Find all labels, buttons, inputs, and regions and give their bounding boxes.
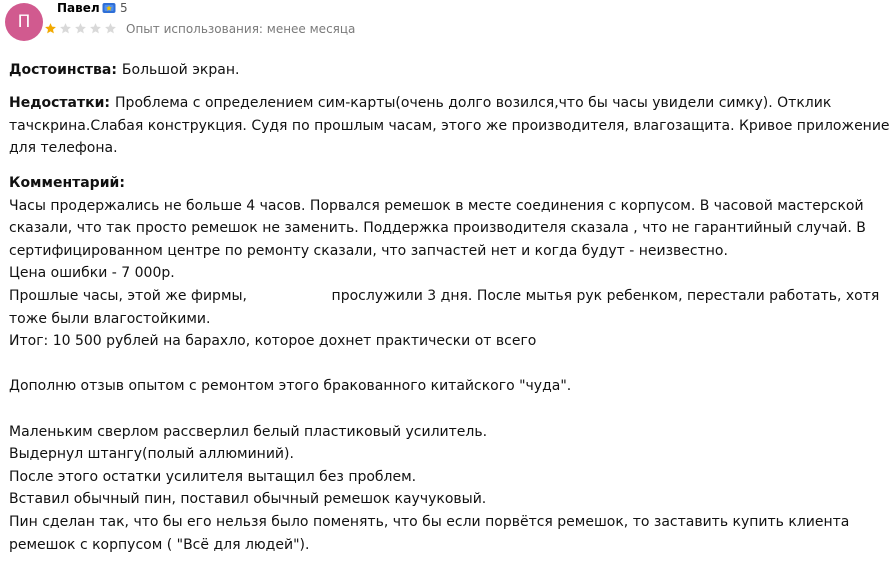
star-empty-icon: [89, 22, 102, 35]
avatar[interactable]: П: [5, 3, 43, 41]
comment-line: Пин сделан так, что бы его нельзя было поменять, что бы если порвётся ремешок, то заставить купить клиента: [9, 513, 850, 530]
comment-line: Дополню отзыв опытом с ремонтом этого бракованного китайского "чуда".: [9, 378, 572, 395]
blank-line: [9, 353, 781, 376]
cons-line: [9, 92, 832, 115]
cons-text: Проблема с определением сим-карты(очень долго возился,что бы часы увидели симку). Отклик: [115, 95, 832, 111]
star-empty-icon: [104, 22, 117, 35]
pros-line: [9, 59, 781, 82]
cons-line: тачскрина.Слабая конструкция. Судя по прошлым часам, этого же производителя, влагозащита. Кривое приложение: [9, 117, 890, 134]
comment-line: Часы продержались не больше 4 часов. Порвался ремешок в месте соединения с корпусом. В часовой мастерской: [9, 197, 864, 214]
comment-line: Прошлые часы, этой же фирмы, прослужили 3 дня. После мытья рук ребенком, перестали работать, хотя: [9, 287, 880, 304]
comment-line: Итог: 10 500 рублей на барахло, которое дохнет практически от всего: [9, 333, 537, 350]
comment-line: Маленьким сверлом рассверлил белый пластиковый усилитель.: [9, 423, 488, 440]
cons-line: для телефона.: [9, 140, 118, 157]
pros-label: Достоинства:: [9, 62, 117, 78]
cons-label: Недостатки:: [9, 95, 111, 111]
comment-line: сертифицированном центре по ремонту сказали, что запчастей нет и когда будут - неизвестно.: [9, 242, 728, 259]
pros-text: Большой экран.: [121, 62, 240, 78]
comment-line: Цена ошибки - 7 000р.: [9, 265, 175, 282]
level-badge-icon: [102, 2, 116, 14]
star-filled-icon: [44, 22, 57, 35]
comment-label: Комментарий:: [9, 175, 125, 191]
blank-line: [9, 398, 781, 421]
author-name[interactable]: Павел: [57, 1, 100, 15]
comment-line: После этого остатки усилителя вытащил без проблем.: [9, 468, 417, 485]
pros-section: [9, 59, 781, 82]
usage-experience: Опыт использования: менее месяца: [126, 22, 356, 36]
author-level: 5: [120, 1, 128, 15]
comment-line: Выдернул штангу(полый аллюминий).: [9, 446, 294, 463]
cons-section: [9, 92, 890, 160]
star-empty-icon: [74, 22, 87, 35]
comment-line: ремешок с корпусом ( "Всё для людей").: [9, 536, 310, 553]
comment-section: [9, 172, 880, 556]
rating-stars: [44, 22, 117, 36]
comment-line: Вставил обычный пин, поставил обычный ремешок каучуковый.: [9, 491, 487, 508]
comment-line: тоже были влагостойкими.: [9, 310, 211, 327]
star-empty-icon: [59, 22, 72, 35]
comment-line: сказали, что так просто ремешок не заменить. Поддержка производителя сказала , что не гарантийный случай. В: [9, 220, 866, 237]
